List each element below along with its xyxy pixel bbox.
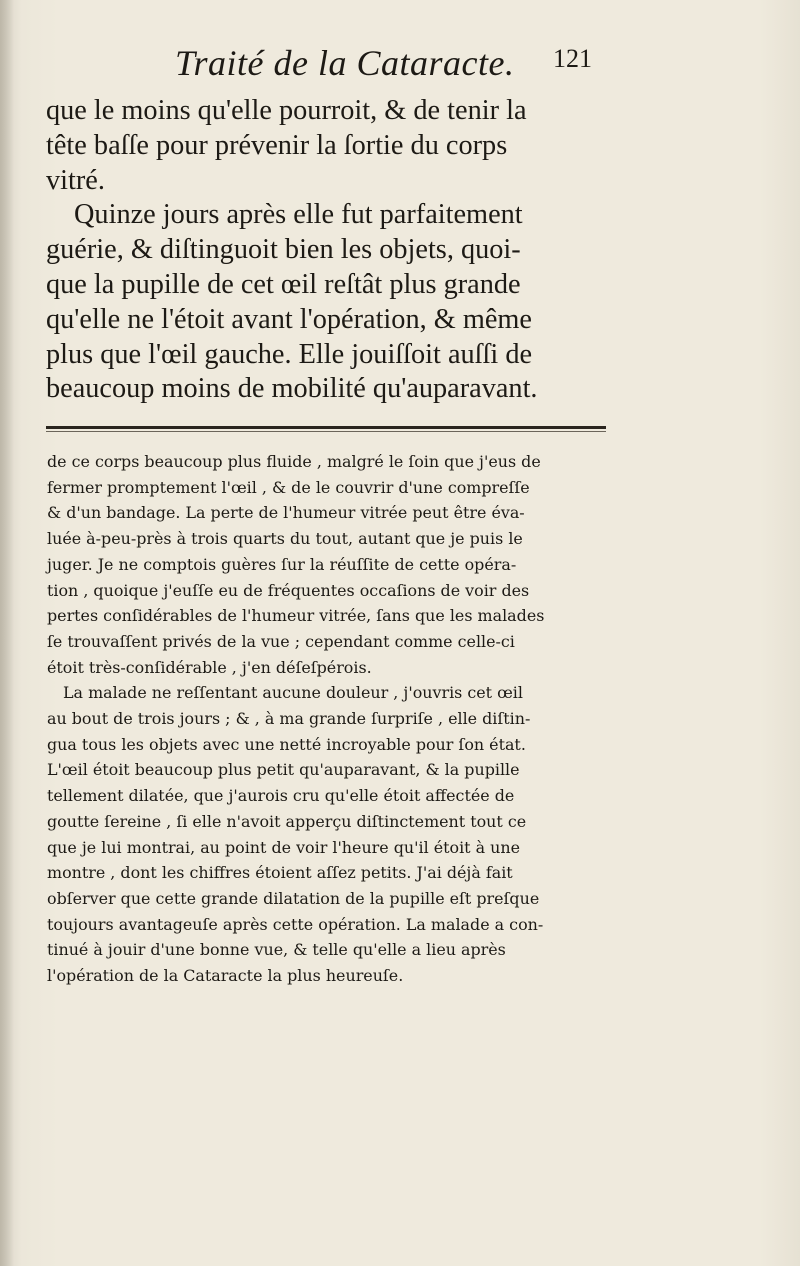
binding-shadow — [0, 0, 14, 1266]
footnote-line: tion , quoique j'euſſe eu de fréquentes occaſions de voir des — [47, 580, 530, 600]
main-body-text — [46, 94, 606, 407]
body-line: tête baſſe pour prévenir la ſortie du corps — [46, 129, 508, 161]
footnote-line: gua tous les objets avec une netté incroyable pour ſon état. — [47, 734, 526, 754]
body-line: plus que l'œil gauche. Elle jouiſſoit auſſi de — [46, 338, 533, 370]
footnote-line: étoit très-conſidérable , j'en déſeſpérois. — [47, 657, 372, 677]
footnote-line: fermer promptement l'œil , & de le couvrir d'une compreſſe — [47, 477, 530, 497]
footnote-separator-thin — [46, 431, 606, 432]
body-line: Quinze jours après elle fut parfaitement — [74, 199, 523, 231]
footnote-line: luée à-peu-près à trois quarts du tout, autant que je puis le — [47, 529, 523, 549]
footnote-line: montre , dont les chiffres étoient aſſez petits. J'ai déjà fait — [47, 863, 513, 883]
footnote-line: juger. Je ne comptois guères ſur la réuſſite de cette opéra- — [47, 554, 517, 574]
body-line: que le moins qu'elle pourroit, & de tenir la — [46, 95, 527, 126]
page-number: 121 — [553, 44, 592, 73]
footnote-line: goutte ſereine , ſi elle n'avoit apperçu diſtinctement tout ce — [47, 811, 527, 831]
body-line: guérie, & diſtinguoit bien les objets, quoi- — [46, 234, 521, 266]
footnote-line: pertes conſidérables de l'humeur vitrée, ſans que les malades — [47, 606, 545, 626]
footnote-line: La malade ne reſſentant aucune douleur , j'ouvris cet œil — [63, 683, 523, 703]
footnote-line: obſerver que cette grande dilatation de la pupille eſt preſque — [47, 888, 540, 908]
footnote-line: tinué à jouir d'une bonne vue, & telle qu'elle a lieu après — [47, 940, 506, 960]
body-line: beaucoup moins de mobilité qu'auparavant. — [46, 373, 538, 405]
body-line: qu'elle ne l'étoit avant l'opération, & même — [46, 303, 532, 335]
footnote-line: ſe trouvaſſent privés de la vue ; cependant comme celle-ci — [47, 631, 515, 651]
body-line: que la pupille de cet œil reſtât plus grande — [46, 268, 521, 300]
footnote-line: l'opération de la Cataracte la plus heureuſe. — [47, 966, 404, 986]
footnote-line: de ce corps beaucoup plus fluide , malgré le ſoin que j'eus de — [47, 452, 541, 471]
running-title: Traité de la Cataracte. — [175, 43, 515, 83]
footnote-line: tellement dilatée, que j'aurois cru qu'elle étoit affectée de — [47, 786, 515, 806]
footnote-line: que je lui montrai, au point de voir l'heure qu'il étoit à une — [47, 837, 520, 857]
footnote-line: au bout de trois jours ; & , à ma grande ſurpriſe , elle diſtin- — [47, 709, 531, 729]
body-line: vitré. — [46, 164, 105, 196]
page-header — [0, 42, 800, 90]
footnote-line: toujours avantageuſe après cette opération. La malade a con- — [47, 914, 544, 934]
footnote-line: L'œil étoit beaucoup plus petit qu'auparavant, & la pupille — [47, 760, 520, 780]
footnote-line: & d'un bandage. La perte de l'humeur vitrée peut être éva- — [47, 503, 525, 523]
footnote-separator — [46, 426, 606, 429]
footnote-text — [47, 449, 607, 989]
